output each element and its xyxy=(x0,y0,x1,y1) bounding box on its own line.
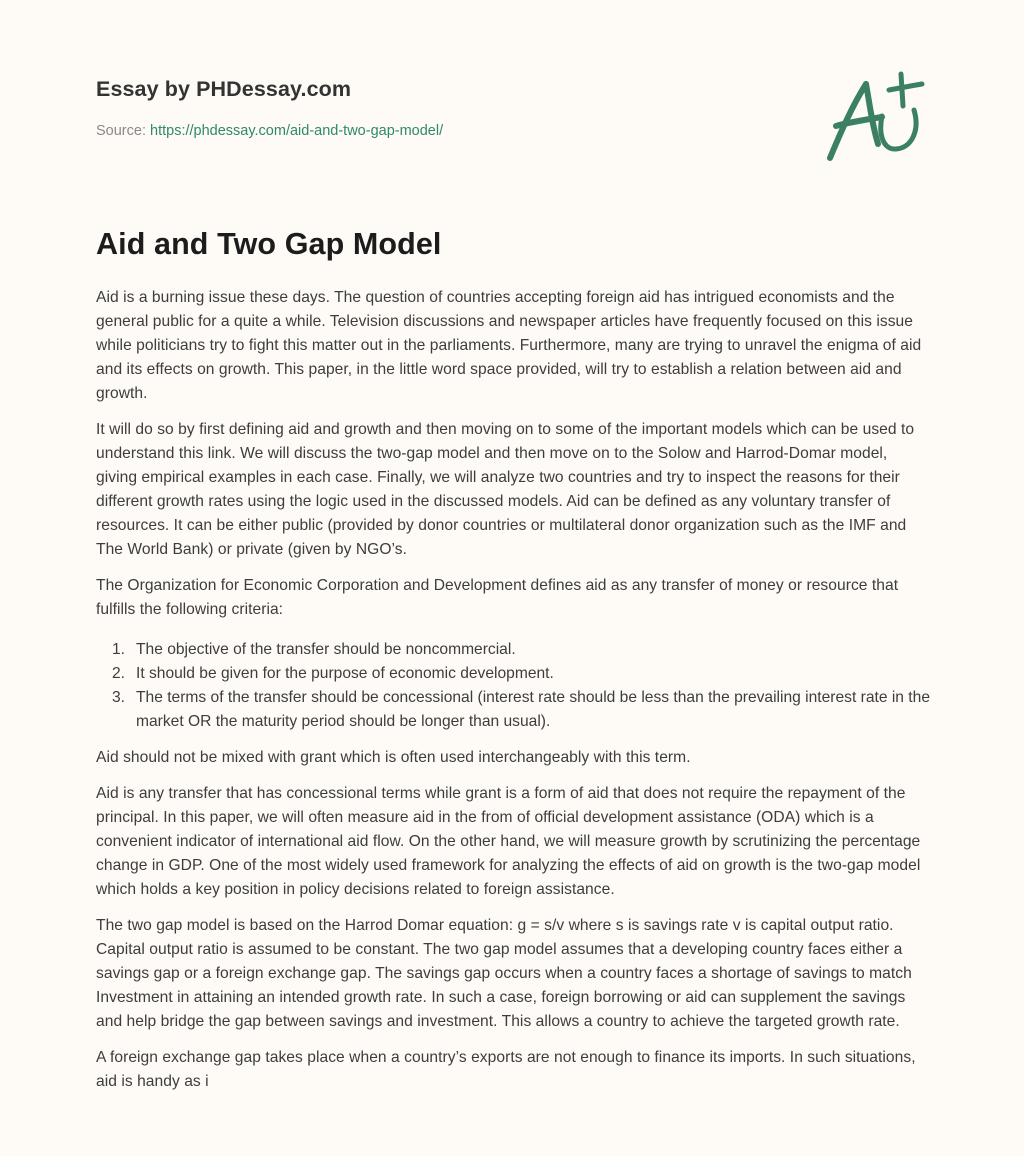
source-label: Source: xyxy=(96,123,146,139)
paragraph: The two gap model is based on the Harrod Domar equation: g = s/v where s is savings rate v is capital output ratio. Capital output ratio is assumed to be constant. The two gap model assumes that a developing country faces either a savings gap or a foreign exchange gap. The savings gap occurs when a country faces a shortage of savings to match Investment in attaining an intended growth rate. In such a case, foreign borrowing or aid can supplement the savings and help bridge the gap between savings and investment. This allows a country to achieve the targeted growth rate. xyxy=(96,917,912,1030)
a-plus-grade-icon xyxy=(822,66,932,166)
source-link[interactable]: https://phdessay.com/aid-and-two-gap-model/ xyxy=(150,123,444,139)
essay-article xyxy=(96,224,930,1106)
list-item xyxy=(96,638,930,662)
list-number: 2. xyxy=(112,665,126,682)
paragraph: Aid is a burning issue these days. The question of countries accepting foreign aid has intrigued economists and the general public for a quite a while. Television discussions and newspaper articles have frequently focused on this issue while politicians try to fight this matter out in the parliaments. Furthermore, many are trying to unravel the enigma of aid and its effects on growth. This paper, in the little word space provided, will try to establish a relation between aid and growth. xyxy=(96,289,922,402)
page-header xyxy=(96,74,928,141)
paragraph: The Organization for Economic Corporation and Development defines aid as any transfer of money or resource that fulfills the following criteria: xyxy=(96,577,899,618)
source-line xyxy=(96,121,928,141)
list-item-text: It should be given for the purpose of economic development. xyxy=(136,665,554,682)
paragraph: It will do so by first defining aid and growth and then moving on to some of the important models which can be used to understand this link. We will discuss the two-gap model and then move on to the Solow and Harrod-Domar model, giving empirical examples in each case. Finally, we will analyze two countries and try to inspect the reasons for their different growth rates using the logic used in the discussed models. Aid can be defined as any voluntary transfer of resources. It can be either public (provided by donor countries or multilateral donor organization such as the IMF and The World Bank) or private (given by NGO’s. xyxy=(96,421,915,558)
paragraph: Aid is any transfer that has concessional terms while grant is a form of aid that does not require the repayment of the principal. In this paper, we will often measure aid in the from of official development assistance (ODA) which is a convenient indicator of international aid flow. On the other hand, we will measure growth by scrutinizing the percentage change in GDP. One of the most widely used framework for analyzing the effects of aid on growth is the two-gap model which holds a key position in policy decisions related to foreign assistance. xyxy=(96,785,921,898)
brand-title: Essay by PHDessay.com xyxy=(96,77,352,101)
list-item-text: The objective of the transfer should be noncommercial. xyxy=(136,641,516,658)
paragraph-truncated: A foreign exchange gap takes place when a country’s exports are not enough to finance its imports. In such situations, aid is handy as i xyxy=(96,1049,916,1090)
paragraph: Aid should not be mixed with grant which is often used interchangeably with this term. xyxy=(96,749,691,766)
essay-title: Aid and Two Gap Model xyxy=(96,227,442,261)
list-item-text: The terms of the transfer should be concessional (interest rate should be less than the prevailing interest rate in the market OR the maturity period should be longer than usual). xyxy=(136,689,930,730)
list-item xyxy=(96,662,930,686)
list-item xyxy=(96,686,930,734)
criteria-list xyxy=(96,638,930,734)
list-number: 1. xyxy=(112,641,126,658)
list-number: 3. xyxy=(112,689,126,706)
